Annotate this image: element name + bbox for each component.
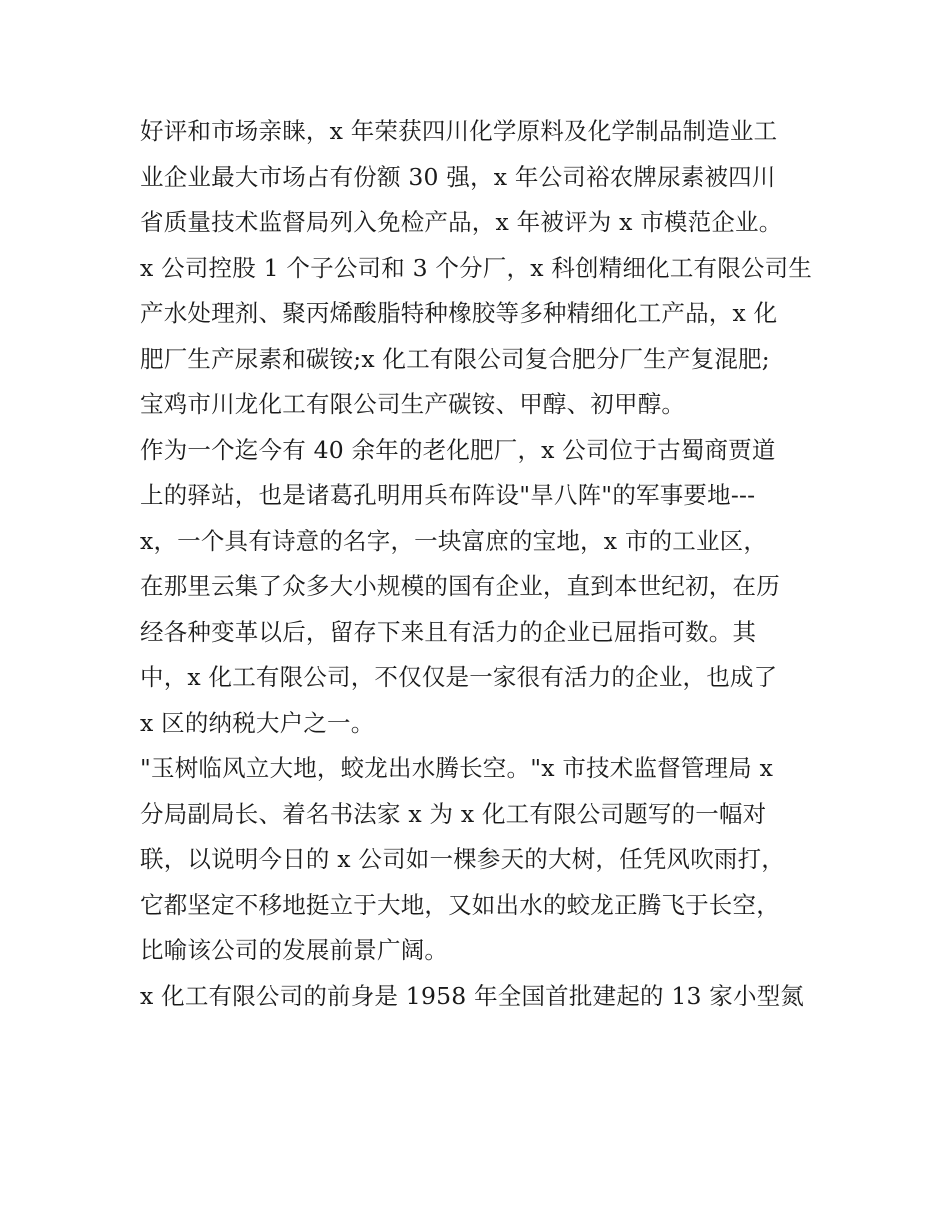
text-line: 联，以说明今日的 x 公司如一棵参天的大树，任凭风吹雨打， bbox=[140, 845, 785, 873]
text-line: x 化工有限公司的前身是 1958 年全国首批建起的 13 家小型氮 bbox=[140, 981, 805, 1010]
text-line: 分局副局长、着名书法家 x 为 x 化工有限公司题写的一幅对 bbox=[140, 799, 767, 828]
text-line: x 区的纳税大户之一。 bbox=[140, 708, 375, 737]
text-line: 上的驿站，也是诸葛孔明用兵布阵设"旱八阵"的军事要地--- bbox=[140, 481, 756, 509]
text-line: 肥厂生产尿素和碳铵;x 化工有限公司复合肥分厂生产复混肥; bbox=[140, 344, 770, 373]
text-line: 作为一个迄今有 40 余年的老化肥厂，x 公司位于古蜀商贾道 bbox=[140, 435, 776, 464]
text-line: 宝鸡市川龙化工有限公司生产碳铵、甲醇、初甲醇。 bbox=[140, 390, 686, 418]
text-line: 在那里云集了众多大小规模的国有企业，直到本世纪初，在历 bbox=[140, 572, 780, 600]
document-body bbox=[140, 109, 820, 1019]
text-line: 省质量技术监督局列入免检产品，x 年被评为 x 市模范企业。 bbox=[140, 208, 783, 236]
text-line: 经各种变革以后，留存下来且有活力的企业已屈指可数。其 bbox=[140, 617, 757, 646]
text-line: 比喻该公司的发展前景广阔。 bbox=[140, 936, 449, 964]
text-line: 产水处理剂、聚丙烯酸脂特种橡胶等多种精细化工产品，x 化 bbox=[140, 299, 778, 327]
text-line: 业企业最大市场占有份额 30 强，x 年公司裕农牌尿素被四川 bbox=[140, 162, 776, 191]
text-line: x，一个具有诗意的名字，一块富庶的宝地，x 市的工业区， bbox=[140, 526, 768, 555]
text-line: 中，x 化工有限公司，不仅仅是一家很有活力的企业，也成了 bbox=[140, 663, 778, 691]
text-line: 它都坚定不移地挺立于大地，又如出水的蛟龙正腾飞于长空， bbox=[140, 890, 780, 919]
text-line: 好评和市场亲睐，x 年荣获四川化学原料及化学制品制造业工 bbox=[140, 117, 778, 145]
text-line: "玉树临风立大地，蛟龙出水腾长空。"x 市技术监督管理局 x bbox=[140, 754, 774, 782]
text-line: x 公司控股 1 个子公司和 3 个分厂，x 科创精细化工有限公司生 bbox=[140, 253, 813, 282]
